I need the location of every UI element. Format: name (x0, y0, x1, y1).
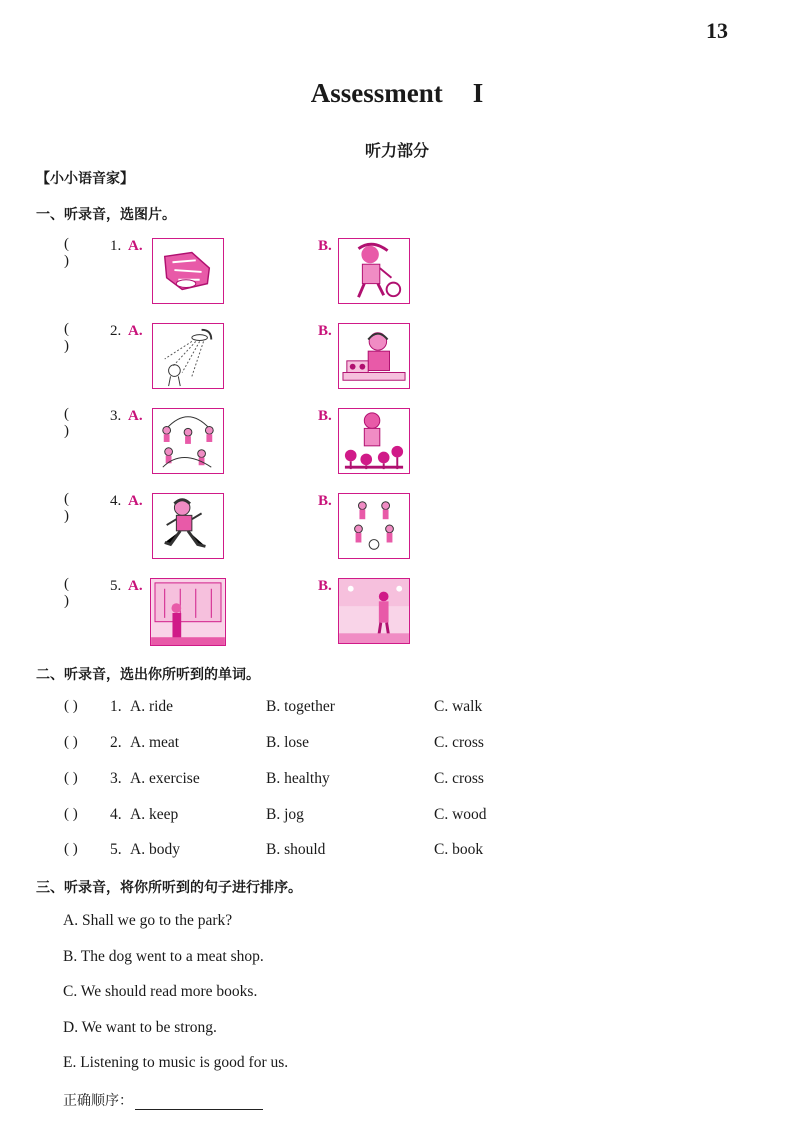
title-roman: I (472, 78, 484, 108)
option-c[interactable]: C. wood (434, 806, 487, 823)
sentence-a: A. Shall we go to the park? (63, 912, 233, 929)
boy-running-icon[interactable] (152, 493, 224, 559)
shower-icon[interactable] (152, 323, 224, 389)
part2-row-1 (0, 698, 794, 718)
boy-flowers-icon[interactable] (338, 408, 410, 474)
option-b[interactable]: B. healthy (266, 770, 330, 787)
part3-heading: 三、听录音，将你所听到的句子进行排序。 (36, 880, 302, 896)
option-b[interactable]: B. together (266, 698, 335, 715)
sentence-b: B. The dog went to a meat shop. (63, 948, 264, 965)
answer-paren[interactable]: ( ) (64, 321, 69, 354)
option-b-label: B. (318, 238, 332, 254)
part2-row-4 (0, 806, 794, 826)
option-a-label: A. (128, 578, 143, 594)
part2-heading: 二、听录音，选出你所听到的单词。 (36, 667, 260, 683)
part1-heading: 一、听录音，选图片。 (36, 207, 176, 223)
question-number: 5. (110, 841, 122, 858)
option-a-label: A. (128, 323, 143, 339)
option-b-label: B. (318, 493, 332, 509)
answer-paren[interactable]: ( ) (64, 841, 78, 857)
option-a[interactable]: A. exercise (130, 770, 200, 787)
kids-exercising-icon[interactable] (338, 493, 410, 559)
order-label: 正确顺序： (63, 1093, 133, 1109)
part2-row-3 (0, 770, 794, 790)
kids-jumping-rope-icon[interactable] (152, 408, 224, 474)
meat-icon[interactable] (152, 238, 224, 304)
option-a[interactable]: A. keep (130, 806, 179, 823)
question-number: 2. (110, 734, 122, 751)
option-a[interactable]: A. meat (130, 734, 180, 751)
section-subtitle: 听力部分 (364, 141, 429, 160)
girl-playing-icon[interactable] (338, 238, 410, 304)
question-number: 3. (110, 408, 122, 424)
category-label: 【小小语音家】 (36, 171, 134, 187)
option-a-label: A. (128, 408, 143, 424)
option-a-label: A. (128, 493, 143, 509)
man-street-icon[interactable] (338, 578, 410, 644)
option-a[interactable]: A. body (130, 841, 180, 858)
sentence-e: E. Listening to music is good for us. (63, 1054, 289, 1071)
option-b[interactable]: B. lose (266, 734, 310, 751)
answer-paren[interactable]: ( ) (64, 576, 69, 609)
question-number: 3. (110, 770, 122, 787)
boy-listening-music-icon[interactable] (338, 323, 410, 389)
option-a-label: A. (128, 238, 143, 254)
answer-paren[interactable]: ( ) (64, 806, 78, 822)
option-c[interactable]: C. walk (434, 698, 483, 715)
answer-paren[interactable]: ( ) (64, 698, 78, 714)
sentence-d: D. We want to be strong. (63, 1019, 217, 1036)
sentence-c: C. We should read more books. (63, 983, 258, 1000)
option-c[interactable]: C. book (434, 841, 484, 858)
page-number: 13 (706, 18, 728, 43)
option-a[interactable]: A. ride (130, 698, 174, 715)
question-number: 1. (110, 698, 122, 715)
question-number: 5. (110, 578, 122, 594)
order-answer (63, 1090, 263, 1110)
answer-paren[interactable]: ( ) (64, 236, 69, 269)
title-text: Assessment (310, 78, 443, 108)
option-b-label: B. (318, 408, 332, 424)
option-c[interactable]: C. cross (434, 770, 484, 787)
part2-row-5 (0, 841, 794, 861)
girl-shop-window-icon[interactable] (150, 578, 226, 646)
answer-paren[interactable]: ( ) (64, 491, 69, 524)
part2-row-2 (0, 734, 794, 754)
page-title (0, 78, 794, 109)
answer-paren[interactable]: ( ) (64, 770, 78, 786)
answer-paren[interactable]: ( ) (64, 734, 78, 750)
question-number: 2. (110, 323, 122, 339)
option-c[interactable]: C. cross (434, 734, 484, 751)
option-b[interactable]: B. should (266, 841, 326, 858)
option-b-label: B. (318, 323, 332, 339)
option-b[interactable]: B. jog (266, 806, 304, 823)
option-b-label: B. (318, 578, 332, 594)
question-number: 4. (110, 806, 122, 823)
question-number: 4. (110, 493, 122, 509)
answer-paren[interactable]: ( ) (64, 406, 69, 439)
question-number: 1. (110, 238, 122, 254)
order-answer-line[interactable] (135, 1093, 263, 1110)
